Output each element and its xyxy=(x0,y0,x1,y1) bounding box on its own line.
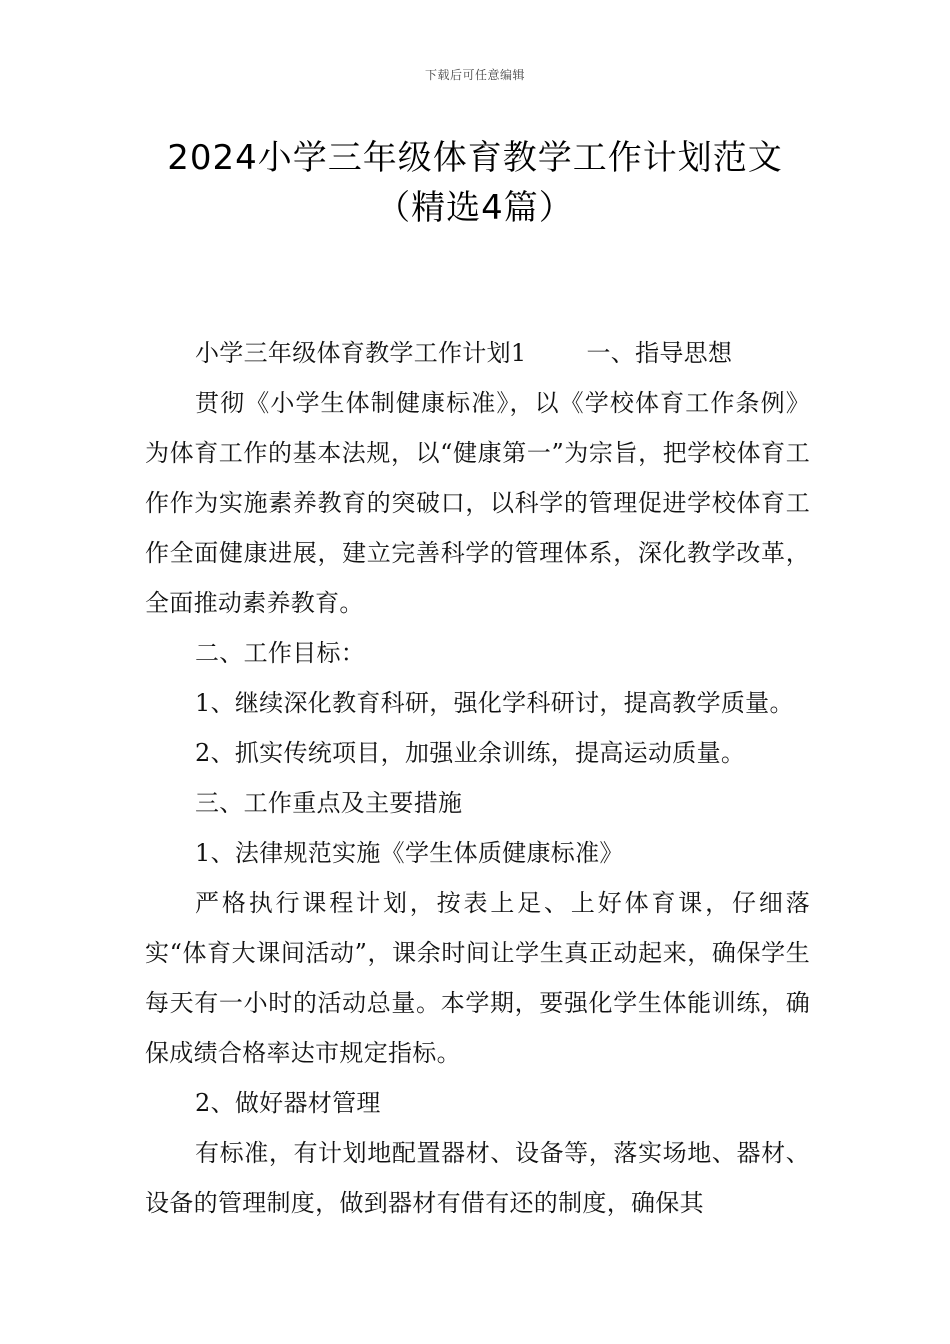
work-goals-heading: 二、工作目标： xyxy=(195,639,366,667)
key-measures-heading: 三、工作重点及主要措施 xyxy=(195,789,463,817)
paragraph-measure-1: 严格执行课程计划，按表上足、上好体育课，仔细落实“体育大课间活动”，课余时间让学生真正动起来，确保学生每天有一小时的活动总量。本学期，要强化学生体能训练，确保成绩合格率达市规定指标。 xyxy=(145,889,810,1067)
paragraph-guiding-ideology: 贯彻《小学生体制健康标准》，以《学校体育工作条例》为体育工作的基本法规，以“健康第一”为宗旨，把学校体育工作作为实施素养教育的突破口，以科学的管理促进学校体育工作全面健康进展，建立完善科学的管理体系，深化教学改革，全面推动素养教育。 xyxy=(145,389,810,617)
header-note: 下载后可任意编辑 xyxy=(424,68,525,82)
measure-item-1-heading: 1、法律规范实施《学生体质健康标准》 xyxy=(195,839,624,867)
paragraph-measure-2: 有标准，有计划地配置器材、设备等，落实场地、器材、设备的管理制度，做到器材有借有还的制度，确保其 xyxy=(145,1139,810,1217)
plan-heading: 小学三年级体育教学工作计划1 xyxy=(195,339,527,367)
goal-item-1: 1、继续深化教育科研，强化学科研讨，提高教学质量。 xyxy=(195,689,794,717)
section-heading-line xyxy=(145,328,810,378)
measure-item-2-heading: 2、做好器材管理 xyxy=(195,1089,381,1117)
document-subtitle: （精选4篇） xyxy=(376,188,574,228)
guiding-ideology-heading: 一、指导思想 xyxy=(586,339,733,367)
document-body xyxy=(145,328,810,1228)
document-title: 2024小学三年级体育教学工作计划范文 xyxy=(167,138,783,178)
goal-item-2: 2、抓实传统项目，加强业余训练，提高运动质量。 xyxy=(195,739,746,767)
